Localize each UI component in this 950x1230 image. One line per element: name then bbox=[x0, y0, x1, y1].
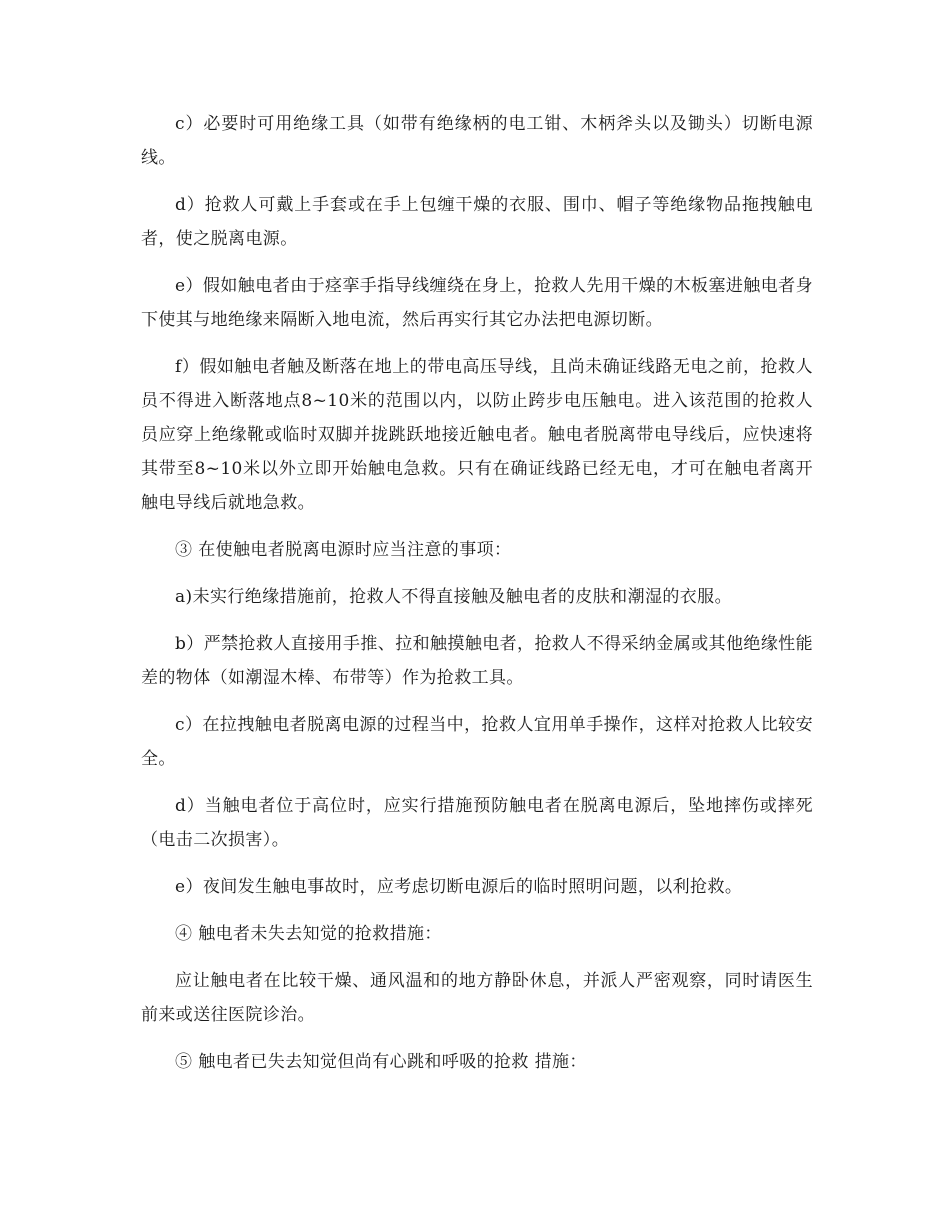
section-heading-3: ③ 在使触电者脱离电源时应当注意的事项： bbox=[175, 540, 512, 560]
paragraph-c-single-hand: c）在拉拽触电者脱离电源的过程当中，抢救人宜用单手操作，这样对抢救人比较安全。 bbox=[141, 715, 813, 769]
paragraph-d-high-position: d）当触电者位于高位时，应实行措施预防触电者在脱离电源后，坠地摔伤或摔死（电击二次损害）。 bbox=[141, 796, 813, 850]
paragraph-f-high-voltage: f）假如触电者触及断落在地上的带电高压导线，且尚未确证线路无电之前，抢救人员不得进入断落地点8~10米的范围以内，以防止跨步电压触电。进入该范围的抢救人员应穿上绝缘靴或临时双脚并拢跳跃地接近触电者。触电者脱离带电导线后，应快速将其带至8~10米以外立即开始触电急救。只有在确证线路已经无电，才可在触电者离开触电导线后就地急救。 bbox=[141, 357, 813, 513]
paragraph-a-no-touch: a)未实行绝缘措施前，抢救人不得直接触及触电者的皮肤和潮湿的衣服。 bbox=[175, 587, 732, 607]
document-body bbox=[141, 107, 813, 1092]
paragraph-e-insulate-board: e）假如触电者由于痉挛手指导线缠绕在身上，抢救人先用干燥的木板塞进触电者身下使其与地绝缘来隔断入地电流，然后再实行其它办法把电源切断。 bbox=[141, 276, 813, 330]
paragraph-c-cut-power: c）必要时可用绝缘工具（如带有绝缘柄的电工钳、木柄斧头以及锄头）切断电源线。 bbox=[141, 114, 813, 168]
paragraph-b-no-push: b）严禁抢救人直接用手推、拉和触摸触电者，抢救人不得采纳金属或其他绝缘性能差的物体（如潮湿木棒、布带等）作为抢救工具。 bbox=[141, 634, 813, 688]
section-heading-5: ⑤ 触电者已失去知觉但尚有心跳和呼吸的抢救 措施： bbox=[175, 1052, 587, 1072]
paragraph-conscious-care: 应让触电者在比较干燥、通风温和的地方静卧休息，并派人严密观察，同时请医生前来或送往医院诊治。 bbox=[141, 971, 813, 1025]
paragraph-d-drag-victim: d）抢救人可戴上手套或在手上包缠干燥的衣服、围巾、帽子等绝缘物品拖拽触电者，使之脱离电源。 bbox=[141, 195, 813, 249]
paragraph-e-night-lighting: e）夜间发生触电事故时，应考虑切断电源后的临时照明问题，以利抢救。 bbox=[175, 877, 743, 897]
section-heading-4: ④ 触电者未失去知觉的抢救措施： bbox=[175, 924, 442, 944]
